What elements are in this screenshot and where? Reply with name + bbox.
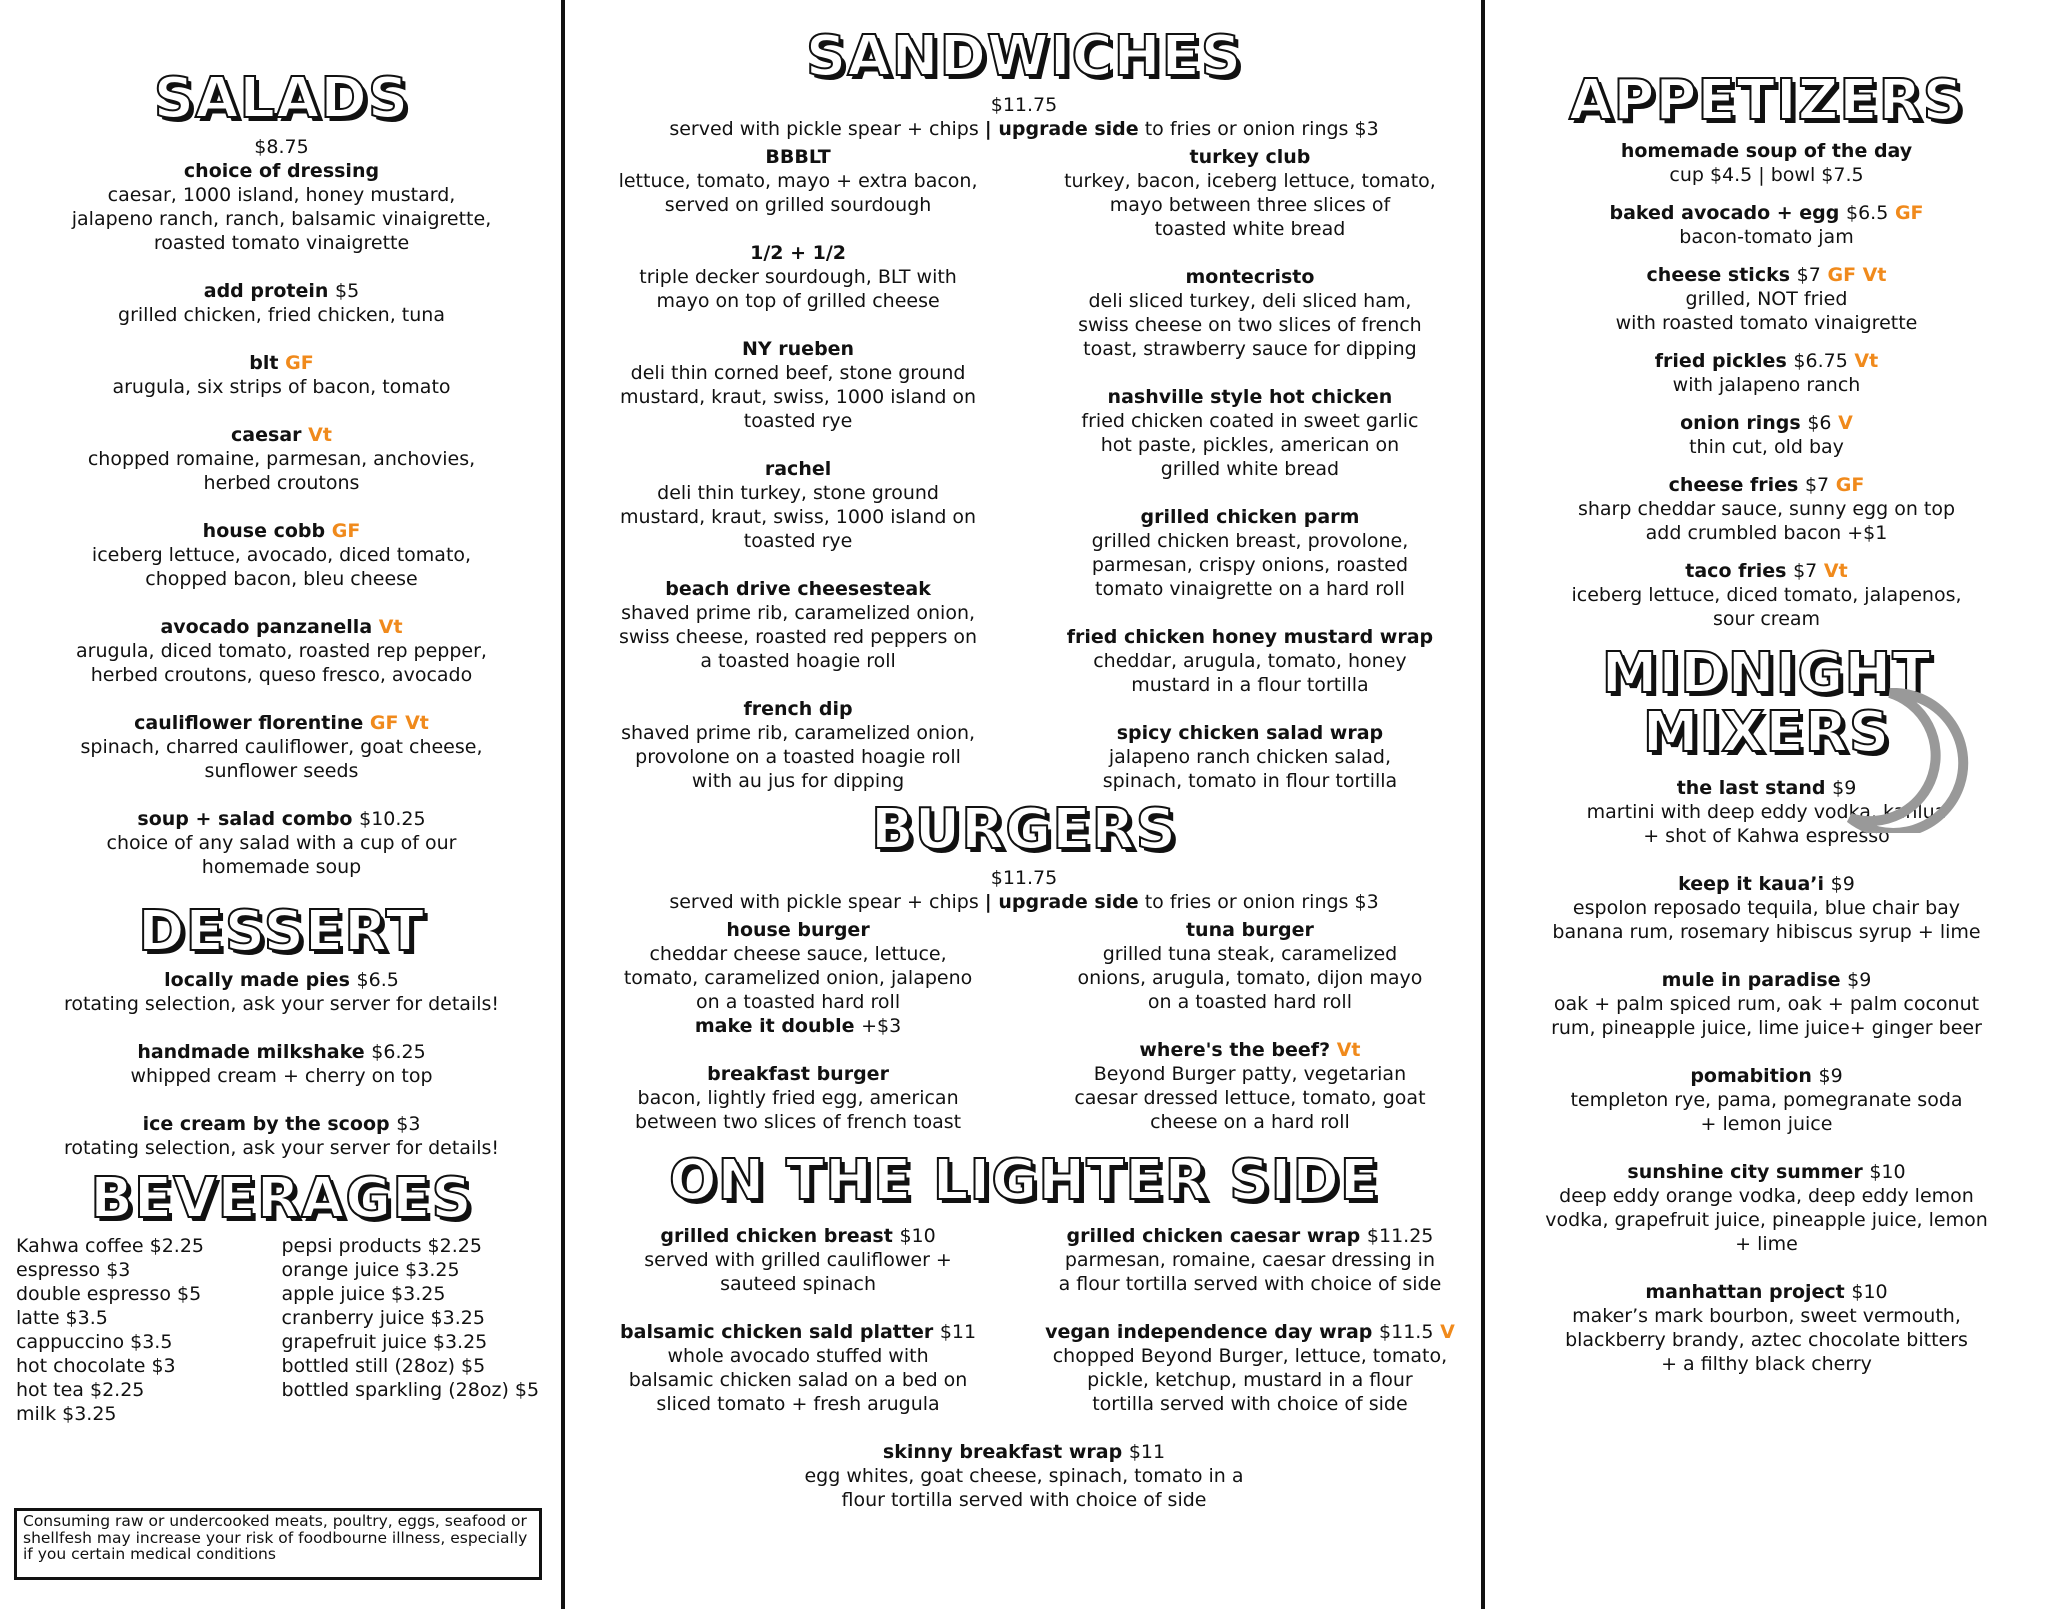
- item-description: martini with deep eddy vodka, kahlua + shot of Kahwa espresso: [1586, 801, 1947, 848]
- dietary-tag: GF Vt: [369, 711, 429, 734]
- menu-item: [1033, 1320, 1467, 1416]
- item-price: $10: [1851, 1281, 1888, 1304]
- item-description: caesar, 1000 island, honey mustard, jalapeno ranch, ranch, balsamic vinaigrette, roasted tomato vinaigrette: [71, 183, 492, 254]
- menu-item: [1497, 263, 2036, 335]
- item-description: cheddar, arugula, tomato, honey mustard in a flour tortilla: [1093, 649, 1407, 696]
- item-name-text: pomabition: [1690, 1065, 1812, 1088]
- item-price: $9: [1847, 969, 1872, 992]
- sandwiches-list: [581, 145, 1467, 817]
- item-name-text: grilled chicken breast: [660, 1225, 893, 1248]
- item-price: $6.5: [356, 968, 399, 991]
- dietary-tag: GF: [1835, 473, 1865, 496]
- item-description: espolon reposado tequila, blue chair bay banana rum, rosemary hibiscus syrup + lime: [1552, 897, 1981, 944]
- item-description: deep eddy orange vodka, deep eddy lemon vodka, grapefruit juice, pineapple juice, lemon + lime: [1545, 1185, 1988, 1256]
- burgers-list-left: [581, 918, 1015, 1158]
- item-description: grilled chicken, fried chicken, tuna: [118, 303, 445, 326]
- beverage-item: apple juice $3.25: [281, 1283, 446, 1306]
- menu-item: [10, 807, 553, 879]
- menu-item: [581, 457, 1015, 553]
- item-name: [1497, 559, 2036, 583]
- item-description: choice of any salad with a cup of our homemade soup: [106, 831, 457, 878]
- item-description: turkey, bacon, iceberg lettuce, tomato, mayo between three slices of toasted white bread: [1064, 169, 1436, 240]
- beverage-item: latte $3.5: [16, 1307, 108, 1330]
- item-name-text: grilled chicken parm: [1140, 505, 1360, 528]
- burgers-price: $11.75: [990, 866, 1058, 889]
- item-name-text: turkey club: [1189, 145, 1311, 168]
- dietary-tag: V: [1440, 1321, 1455, 1344]
- item-description: shaved prime rib, caramelized onion, swiss cheese, roasted red peppers on a toasted hoagie roll: [619, 601, 978, 672]
- item-description: served with grilled cauliflower + sauteed spinach: [644, 1249, 952, 1296]
- beverage-item: bottled sparkling (28oz) $5: [281, 1379, 540, 1402]
- item-name-text: mule in paradise: [1661, 969, 1841, 992]
- item-name-text: vegan independence day wrap: [1045, 1321, 1373, 1344]
- item-name-text: choice of dressing: [183, 159, 380, 182]
- beverage-item: orange juice $3.25: [281, 1259, 460, 1282]
- item-name: [1033, 265, 1467, 289]
- item-name: [10, 807, 553, 831]
- beverages-list-right: [282, 1234, 548, 1426]
- item-name: [10, 351, 553, 375]
- menu-item: [1497, 872, 2036, 944]
- item-description: cup $4.5 | bowl $7.5: [1669, 163, 1864, 186]
- item-name: [1497, 201, 2036, 225]
- item-description: iceberg lettuce, avocado, diced tomato, chopped bacon, bleu cheese: [91, 543, 472, 590]
- menu-item: [10, 279, 553, 327]
- item-price: $11: [939, 1321, 977, 1344]
- item-price: $9: [1830, 873, 1855, 896]
- item-description: oak + palm spiced rum, oak + palm coconut rum, pineapple juice, lime juice+ ginger beer: [1551, 993, 1982, 1040]
- item-name-text: caesar: [231, 423, 302, 446]
- item-name: [1033, 145, 1467, 169]
- item-description: arugula, six strips of bacon, tomato: [112, 375, 451, 398]
- item-name: [1033, 505, 1467, 529]
- beverage-item: hot tea $2.25: [16, 1379, 145, 1402]
- item-name: [1033, 625, 1467, 649]
- item-description: chopped Beyond Burger, lettuce, tomato, pickle, ketchup, mustard in a flour tortilla served with choice of side: [1052, 1345, 1448, 1416]
- item-description: iceberg lettuce, diced tomato, jalapenos, sour cream: [1571, 583, 1962, 630]
- dietary-tag: GF: [285, 351, 314, 374]
- item-description: chopped romaine, parmesan, anchovies, herbed croutons: [87, 447, 476, 494]
- dietary-tag: GF: [1894, 201, 1924, 224]
- sandwiches-list-right: [1033, 145, 1467, 817]
- item-description: Beyond Burger patty, vegetarian caesar dressed lettuce, tomato, goat cheese on a hard roll: [1074, 1062, 1426, 1133]
- item-name: [1497, 1160, 2036, 1184]
- item-price: $5: [335, 279, 360, 302]
- item-name-text: sunshine city summer: [1627, 1161, 1863, 1184]
- item-name: [10, 1112, 553, 1136]
- item-name-text: cauliflower florentine: [134, 711, 364, 734]
- menu-item: [1497, 559, 2036, 631]
- beverage-item: Kahwa coffee $2.25: [16, 1235, 205, 1258]
- menu-item: [1497, 411, 2036, 459]
- burgers-note-text: served with pickle spear + chips: [669, 890, 979, 913]
- item-description: rotating selection, ask your server for details!: [63, 1136, 500, 1159]
- item-price: $11.5: [1379, 1321, 1434, 1344]
- item-name: [10, 519, 553, 543]
- menu-item: [1033, 505, 1467, 601]
- item-description: shaved prime rib, caramelized onion, provolone on a toasted hoagie roll with au jus for dipping: [621, 721, 976, 792]
- menu-item: [581, 918, 1015, 1038]
- item-name: [1033, 721, 1467, 745]
- lighter-side-heading: ON THE LIGHTER SIDE: [668, 1147, 1380, 1213]
- item-name: [1497, 139, 2036, 163]
- dietary-tag: Vt: [308, 423, 332, 446]
- item-price: $7: [1796, 263, 1821, 286]
- item-description: rotating selection, ask your server for details!: [63, 992, 500, 1015]
- menu-item: [1497, 1280, 2036, 1376]
- sandwiches-note: [581, 117, 1467, 141]
- menu-item: [1033, 265, 1467, 361]
- item-name: [581, 1062, 1015, 1086]
- item-name: [1497, 872, 2036, 896]
- item-name: [581, 1440, 1467, 1464]
- burgers-note: [581, 890, 1467, 914]
- item-name-text: where's the beef?: [1139, 1038, 1331, 1061]
- sandwiches-note-upgrade: | upgrade side: [984, 117, 1139, 140]
- item-description: fried chicken coated in sweet garlic hot paste, pickles, american on grilled white bread: [1081, 409, 1419, 480]
- item-name: [1497, 1280, 2036, 1304]
- item-name: [581, 697, 1015, 721]
- menu-item: [10, 711, 553, 783]
- item-price: $6.25: [371, 1040, 426, 1063]
- menu-item: [1497, 1160, 2036, 1256]
- item-name: [1497, 1064, 2036, 1088]
- item-name: [1033, 918, 1467, 942]
- item-price: $11: [1128, 1441, 1166, 1464]
- item-name-text: french dip: [743, 697, 853, 720]
- menu-item: [1497, 201, 2036, 249]
- item-name-text: soup + salad combo: [137, 807, 353, 830]
- item-name: [10, 279, 553, 303]
- burgers-list: [581, 918, 1467, 1158]
- item-name: [581, 457, 1015, 481]
- beverage-item: espresso $3: [16, 1259, 131, 1282]
- item-name: [581, 1320, 1015, 1344]
- beverages-list-left: [16, 1234, 282, 1426]
- item-name-text: locally made pies: [164, 968, 350, 991]
- beverage-item: cranberry juice $3.25: [281, 1307, 485, 1330]
- lighter-side-bottom-item: [581, 1440, 1467, 1512]
- item-name-text: blt: [249, 351, 279, 374]
- beverages-list: [10, 1234, 553, 1426]
- item-name-text: homemade soup of the day: [1620, 139, 1913, 162]
- item-name-text: grilled chicken caesar wrap: [1066, 1225, 1361, 1248]
- menu-item: [1497, 349, 2036, 397]
- item-name: [1033, 1224, 1467, 1248]
- item-name: [1033, 1320, 1467, 1344]
- menu-item: [1497, 139, 2036, 187]
- menu-item: [10, 1112, 553, 1160]
- menu-item: [581, 577, 1015, 673]
- menu-item: [1033, 145, 1467, 241]
- item-name-text: fried chicken honey mustard wrap: [1066, 625, 1434, 648]
- item-description: spinach, charred cauliflower, goat cheese, sunflower seeds: [80, 735, 483, 782]
- menu-item: [10, 423, 553, 495]
- menu-item: [10, 351, 553, 399]
- item-extra-price: +$3: [861, 1014, 902, 1037]
- menu-item: [10, 968, 553, 1016]
- item-name-text: cheese fries: [1668, 473, 1799, 496]
- menu-item: [1033, 1038, 1467, 1134]
- item-description: grilled, NOT fried with roasted tomato vinaigrette: [1615, 287, 1918, 334]
- item-name-text: taco fries: [1685, 559, 1787, 582]
- item-name: [1033, 385, 1467, 409]
- item-name-text: add protein: [203, 279, 329, 302]
- middle-column: [565, 0, 1483, 1609]
- item-name: [10, 1040, 553, 1064]
- item-name: [581, 337, 1015, 361]
- item-price: $7: [1804, 473, 1830, 496]
- dessert-list: [10, 968, 553, 1160]
- item-name-text: rachel: [764, 457, 832, 480]
- sandwiches-note-after: to fries or onion rings $3: [1144, 117, 1379, 140]
- item-description: deli thin turkey, stone ground mustard, kraut, swiss, 1000 island on toasted rye: [620, 481, 977, 552]
- item-description: templeton rye, pama, pomegranate soda + lemon juice: [1570, 1089, 1963, 1136]
- item-description: jalapeno ranch chicken salad, spinach, tomato in flour tortilla: [1102, 745, 1398, 792]
- beverage-item: cappuccino $3.5: [16, 1331, 173, 1354]
- item-name-text: house cobb: [202, 519, 326, 542]
- item-name: [581, 577, 1015, 601]
- item-name-text: tuna burger: [1185, 918, 1314, 941]
- item-name: [581, 145, 1015, 169]
- item-name-text: avocado panzanella: [160, 615, 373, 638]
- burgers-note-after: to fries or onion rings $3: [1144, 890, 1379, 913]
- item-name: [1497, 968, 2036, 992]
- menu-item: [1497, 968, 2036, 1040]
- item-price: $6: [1807, 411, 1832, 434]
- crescent-moon-icon: [1830, 688, 1970, 833]
- item-price: $11.25: [1366, 1225, 1434, 1248]
- sandwiches-list-left: [581, 145, 1015, 817]
- beverage-item: double espresso $5: [16, 1283, 202, 1306]
- sandwiches-price: $11.75: [990, 93, 1058, 116]
- menu-item: [581, 337, 1015, 433]
- item-description: bacon-tomato jam: [1679, 225, 1854, 248]
- menu-item: [1033, 918, 1467, 1014]
- item-name-text: balsamic chicken sald platter: [620, 1321, 934, 1344]
- item-description: deli sliced turkey, deli sliced ham, swiss cheese on two slices of french toast, strawberry sauce for dipping: [1078, 289, 1422, 360]
- item-extra-text: make it double: [694, 1014, 855, 1037]
- item-name-text: onion rings: [1680, 411, 1801, 434]
- item-name-text: baked avocado + egg: [1609, 201, 1840, 224]
- item-price: $6.75: [1793, 349, 1848, 372]
- lighter-side-list-right: [1033, 1224, 1467, 1440]
- item-name-text: keep it kaua’i: [1678, 873, 1825, 896]
- item-name: [1497, 349, 2036, 373]
- item-name: [10, 423, 553, 447]
- item-name-text: fried pickles: [1654, 349, 1787, 372]
- item-name-text: manhattan project: [1645, 1281, 1845, 1304]
- item-price: $10.25: [359, 807, 426, 830]
- item-name-text: NY rueben: [742, 337, 855, 360]
- menu-item: [10, 159, 553, 255]
- item-name-text: spicy chicken salad wrap: [1116, 721, 1384, 744]
- burgers-list-right: [1033, 918, 1467, 1158]
- item-name: [1497, 263, 2036, 287]
- menu-item: [581, 1224, 1015, 1296]
- beverage-item: pepsi products $2.25: [281, 1235, 482, 1258]
- dietary-tag: Vt: [1823, 559, 1848, 582]
- item-description: whipped cream + cherry on top: [130, 1064, 433, 1087]
- beverage-item: hot chocolate $3: [16, 1355, 176, 1378]
- item-name-text: skinny breakfast wrap: [882, 1441, 1123, 1464]
- item-name: [1033, 1038, 1467, 1062]
- menu-item: [581, 697, 1015, 793]
- item-description: lettuce, tomato, mayo + extra bacon, served on grilled sourdough: [618, 169, 978, 216]
- beverage-item: bottled still (28oz) $5: [281, 1355, 486, 1378]
- item-name: [1497, 411, 2036, 435]
- salads-heading: SALADS: [153, 66, 410, 131]
- left-column: [0, 0, 563, 1609]
- item-price: $3: [396, 1112, 421, 1135]
- item-name-text: montecristo: [1185, 265, 1315, 288]
- item-name-text: ice cream by the scoop: [142, 1112, 390, 1135]
- lighter-side-list-left: [581, 1224, 1015, 1440]
- menu-item: [581, 1062, 1015, 1134]
- item-description: deli thin corned beef, stone ground mustard, kraut, swiss, 1000 island on toasted rye: [620, 361, 977, 432]
- menu-item: [1033, 721, 1467, 793]
- sandwiches-note-text: served with pickle spear + chips: [669, 117, 979, 140]
- item-price: $7: [1793, 559, 1818, 582]
- item-price: $9: [1818, 1065, 1843, 1088]
- salads-price: $8.75: [254, 135, 309, 158]
- dietary-tag: Vt: [1336, 1038, 1361, 1061]
- item-price: $10: [899, 1225, 936, 1248]
- item-name: [10, 968, 553, 992]
- item-description: parmesan, romaine, caesar dressing in a flour tortilla served with choice of side: [1058, 1249, 1442, 1296]
- item-description: arugula, diced tomato, roasted rep pepper, herbed croutons, queso fresco, avocado: [76, 639, 487, 686]
- item-price: $9: [1832, 777, 1857, 800]
- item-name-text: nashville style hot chicken: [1107, 385, 1393, 408]
- beverage-item: milk $3.25: [16, 1403, 117, 1426]
- item-name: [10, 159, 553, 183]
- item-description: maker’s mark bourbon, sweet vermouth, blackberry brandy, aztec chocolate bitters + a filthy black cherry: [1565, 1305, 1968, 1376]
- item-name: [1497, 473, 2036, 497]
- item-description: egg whites, goat cheese, spinach, tomato in a flour tortilla served with choice of side: [804, 1465, 1244, 1512]
- item-name-text: 1/2 + 1/2: [750, 241, 847, 264]
- beverage-item: grapefruit juice $3.25: [281, 1331, 488, 1354]
- menu-item: [10, 615, 553, 687]
- mixers-list: [1497, 776, 2036, 1376]
- item-description: triple decker sourdough, BLT with mayo on top of grilled cheese: [639, 265, 957, 312]
- appetizers-heading: APPETIZERS: [1568, 68, 1965, 133]
- lighter-side-list: [581, 1224, 1467, 1440]
- item-name-text: BBBLT: [765, 145, 831, 168]
- item-name-text: handmade milkshake: [137, 1040, 365, 1063]
- item-name: [581, 918, 1015, 942]
- item-description: with jalapeno ranch: [1672, 373, 1861, 396]
- menu-item: [581, 145, 1015, 217]
- item-name-text: breakfast burger: [707, 1062, 889, 1085]
- item-name: [10, 615, 553, 639]
- dietary-tag: Vt: [1854, 349, 1879, 372]
- menu-item: [581, 241, 1015, 313]
- item-price: $6.5: [1846, 201, 1889, 224]
- item-name-text: cheese sticks: [1646, 263, 1791, 286]
- item-name: [581, 1224, 1015, 1248]
- menu-item: [1033, 625, 1467, 697]
- item-description: whole avocado stuffed with balsamic chicken salad on a bed on sliced tomato + fresh arugula: [628, 1345, 968, 1416]
- beverages-heading: BEVERAGES: [90, 1165, 473, 1231]
- item-name-text: house burger: [726, 918, 870, 941]
- item-name: [581, 241, 1015, 265]
- dietary-tag: GF Vt: [1827, 263, 1887, 286]
- item-description: thin cut, old bay: [1689, 435, 1844, 458]
- item-description: bacon, lightly fried egg, american between two slices of french toast: [634, 1086, 962, 1133]
- appetizers-list: [1497, 139, 2036, 631]
- sandwiches-heading: SANDWICHES: [805, 24, 1243, 89]
- item-name-text: beach drive cheesesteak: [665, 577, 931, 600]
- salads-list: [10, 159, 553, 879]
- menu-item: [581, 1320, 1015, 1416]
- burgers-note-upgrade: | upgrade side: [984, 890, 1139, 913]
- item-description: sharp cheddar sauce, sunny egg on top add crumbled bacon +$1: [1577, 497, 1956, 544]
- dietary-tag: Vt: [378, 615, 403, 638]
- menu-item: [1497, 1064, 2036, 1136]
- item-extra: [581, 1014, 1015, 1038]
- item-description: cheddar cheese sauce, lettuce, tomato, caramelized onion, jalapeno on a toasted hard roll: [623, 942, 973, 1013]
- menu-item: [10, 519, 553, 591]
- dietary-tag: V: [1838, 411, 1853, 434]
- item-description: grilled tuna steak, caramelized onions, arugula, tomato, dijon mayo on a toasted hard roll: [1077, 942, 1423, 1013]
- dietary-tag: GF: [331, 519, 361, 542]
- menu-item: [1497, 473, 2036, 545]
- dessert-heading: DESSERT: [138, 898, 425, 964]
- item-name: [10, 711, 553, 735]
- menu-item: [1033, 385, 1467, 481]
- item-name-text: the last stand: [1676, 777, 1826, 800]
- mixers-heading-line2: MIXERS: [1642, 699, 1891, 765]
- item-description: grilled chicken breast, provolone, parmesan, crispy onions, roasted tomato vinaigrette on a hard roll: [1091, 529, 1409, 600]
- menu-item: [1033, 1224, 1467, 1296]
- burgers-heading: BURGERS: [871, 796, 1177, 862]
- item-price: $10: [1869, 1161, 1906, 1184]
- mixers-heading-line1: MIDNIGHT: [1601, 640, 1932, 706]
- food-safety-disclaimer: Consuming raw or undercooked meats, poultry, eggs, seafood or shellfesh may increase your risk of foodbourne illness, especially if you certain medical conditions: [14, 1508, 542, 1580]
- menu-item: [10, 1040, 553, 1088]
